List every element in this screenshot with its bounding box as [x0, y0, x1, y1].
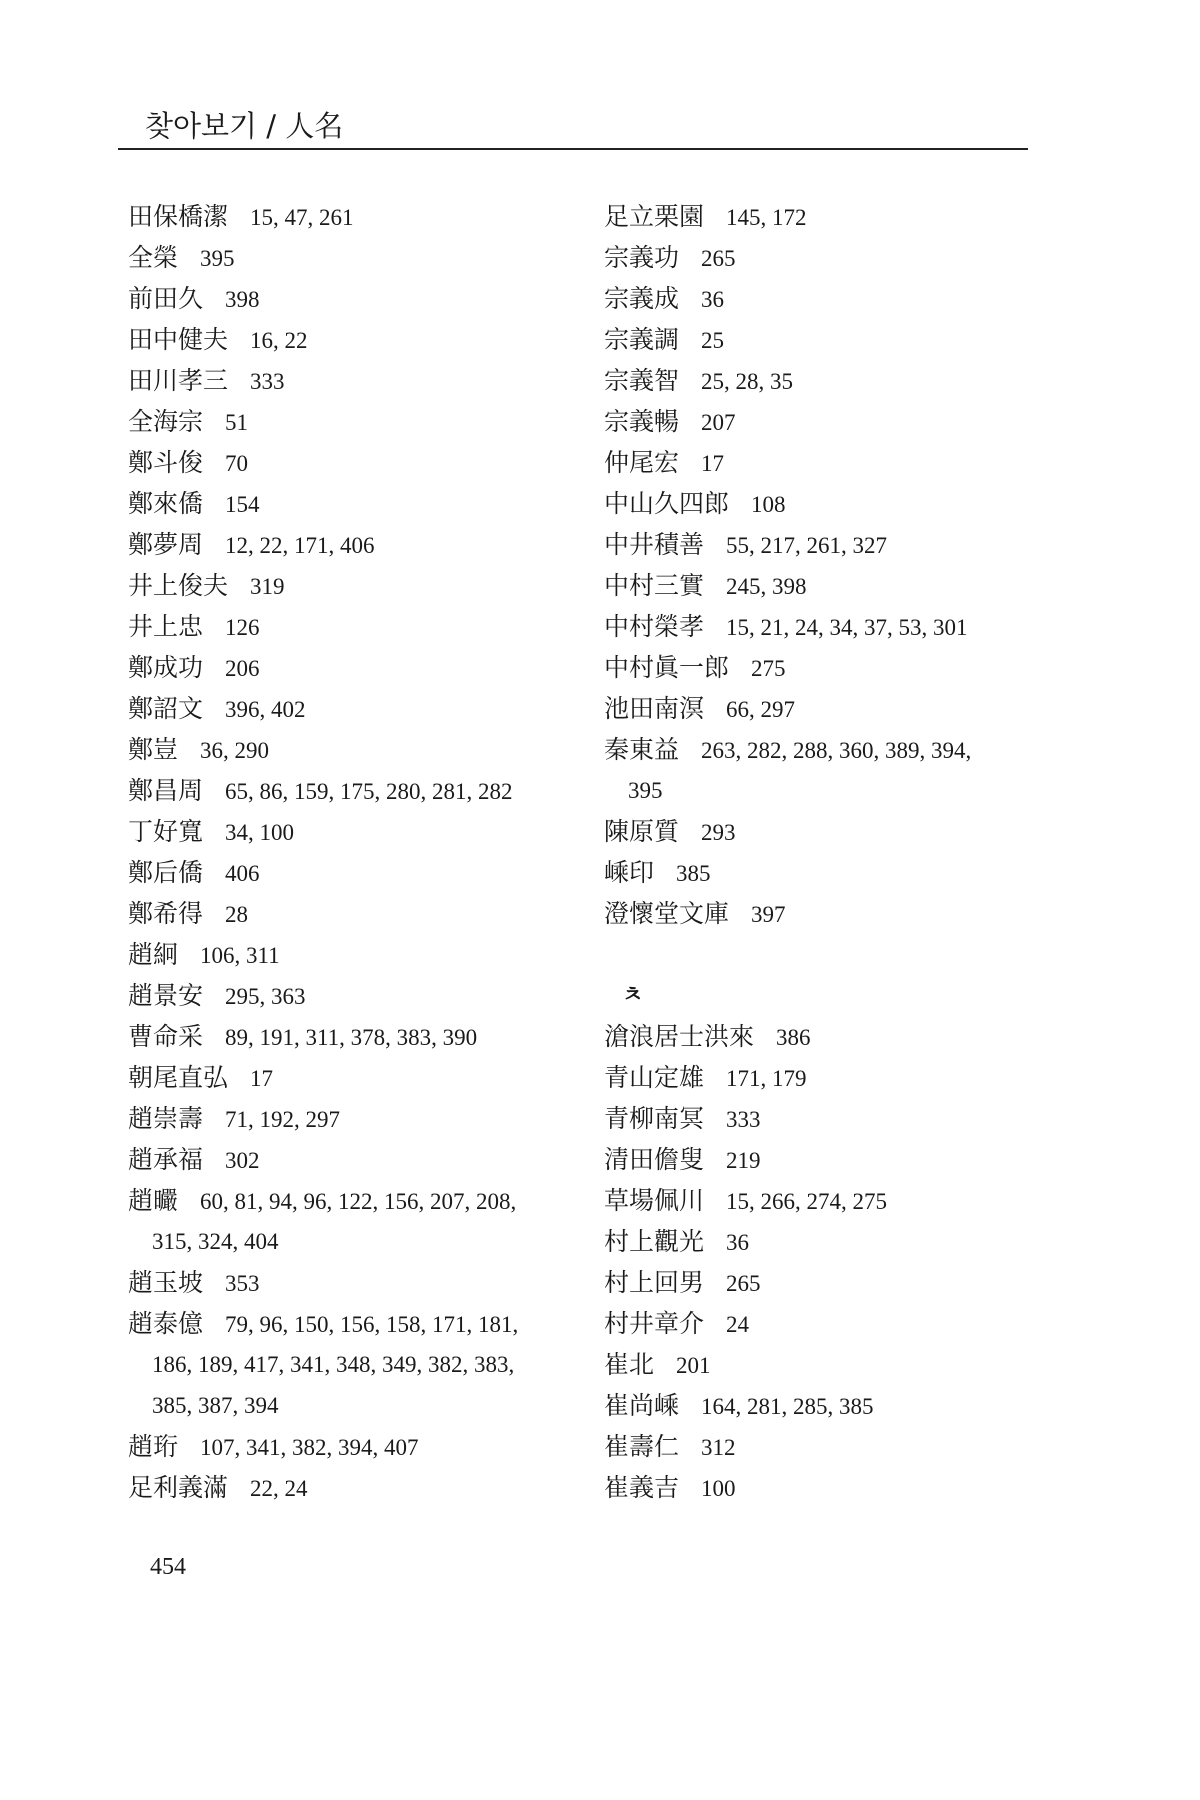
entry-name: 趙珩	[128, 1432, 179, 1461]
entry-pages: 164, 281, 285, 385	[701, 1394, 874, 1419]
entry-name: 青柳南冥	[604, 1104, 705, 1133]
entry-pages: 396, 402	[225, 697, 306, 722]
entry-name: 青山定雄	[604, 1063, 705, 1092]
entry-name: 草場佩川	[604, 1186, 705, 1215]
index-entry	[604, 729, 1044, 770]
entry-pages: 55, 217, 261, 327	[726, 533, 888, 558]
entry-name: 鄭詔文	[128, 694, 204, 723]
index-entry	[128, 1057, 588, 1098]
entry-pages: 126	[225, 615, 260, 640]
header-rule	[118, 148, 1028, 150]
index-entry	[128, 1098, 588, 1139]
index-entry	[604, 319, 1044, 360]
entry-name: 鄭昌周	[128, 776, 204, 805]
entry-pages: 17	[250, 1066, 274, 1091]
entry-name: 中山久四郎	[604, 489, 730, 518]
index-entry	[604, 1426, 1044, 1467]
index-entry	[128, 442, 588, 483]
entry-name: 曹命采	[128, 1022, 204, 1051]
index-entry	[604, 565, 1044, 606]
index-entry	[604, 647, 1044, 688]
entry-pages: 353	[225, 1271, 260, 1296]
index-entry	[128, 852, 588, 893]
index-entry	[604, 1180, 1044, 1221]
index-entry	[604, 606, 1044, 647]
entry-pages: 171, 179	[726, 1066, 807, 1091]
index-entry	[604, 893, 1044, 934]
entry-pages-continued: 315, 324, 404	[152, 1229, 279, 1254]
index-entry	[128, 606, 588, 647]
index-entry	[604, 852, 1044, 893]
index-entry	[604, 1221, 1044, 1262]
index-entry	[128, 770, 588, 811]
entry-pages: 293	[701, 820, 736, 845]
entry-pages: 28	[225, 902, 249, 927]
index-entry	[128, 975, 588, 1016]
entry-name: 崔義吉	[604, 1473, 680, 1502]
index-entry	[604, 278, 1044, 319]
index-column-right	[604, 196, 1044, 1508]
entry-pages-continued: 186, 189, 417, 341, 348, 349, 382, 383,	[152, 1352, 515, 1377]
entry-pages-continued: 395	[628, 778, 663, 803]
entry-name: 宗義調	[604, 325, 680, 354]
index-entry	[128, 360, 588, 401]
entry-name: 趙泰億	[128, 1309, 204, 1338]
index-entry	[604, 1016, 1044, 1057]
index-entry	[128, 647, 588, 688]
entry-pages: 16, 22	[250, 328, 308, 353]
index-entry	[604, 401, 1044, 442]
entry-pages-continued: 385, 387, 394	[152, 1393, 279, 1418]
entry-name: 鄭成功	[128, 653, 204, 682]
entry-name: 足利義滿	[128, 1473, 229, 1502]
entry-pages: 319	[250, 574, 285, 599]
index-entry	[128, 1467, 588, 1508]
index-entry	[128, 1016, 588, 1057]
entry-pages: 333	[250, 369, 285, 394]
entry-name: 秦東益	[604, 735, 680, 764]
index-entry	[604, 811, 1044, 852]
index-entry	[604, 360, 1044, 401]
index-entry	[128, 319, 588, 360]
entry-pages: 70	[225, 451, 249, 476]
entry-name: 田川孝三	[128, 366, 229, 395]
entry-name: 鄭后僑	[128, 858, 204, 887]
entry-pages: 15, 266, 274, 275	[726, 1189, 888, 1214]
entry-name: 滄浪居士洪來	[604, 1022, 755, 1051]
entry-pages: 60, 81, 94, 96, 122, 156, 207, 208,	[200, 1189, 517, 1214]
index-entry	[604, 1385, 1044, 1426]
entry-name: 鄭豈	[128, 735, 179, 764]
entry-pages: 245, 398	[726, 574, 807, 599]
entry-name: 池田南溟	[604, 694, 705, 723]
entry-name: 全海宗	[128, 407, 204, 436]
entry-name: 鄭夢周	[128, 530, 204, 559]
entry-name: 井上俊夫	[128, 571, 229, 600]
index-entry	[128, 893, 588, 934]
index-entry	[128, 278, 588, 319]
entry-pages: 24	[726, 1312, 750, 1337]
entry-pages: 333	[726, 1107, 761, 1132]
entry-pages: 398	[225, 287, 260, 312]
entry-name: 仲尾宏	[604, 448, 680, 477]
entry-name: 鄭斗俊	[128, 448, 204, 477]
entry-name: 中村眞一郎	[604, 653, 730, 682]
entry-pages: 65, 86, 159, 175, 280, 281, 282	[225, 779, 513, 804]
entry-name: 趙玉坡	[128, 1268, 204, 1297]
index-entry	[128, 565, 588, 606]
entry-name: 崔壽仁	[604, 1432, 680, 1461]
entry-name: 中村榮孝	[604, 612, 705, 641]
entry-name: 崔北	[604, 1350, 655, 1379]
index-entry	[128, 1426, 588, 1467]
entry-pages: 108	[751, 492, 786, 517]
entry-pages: 71, 192, 297	[225, 1107, 341, 1132]
entry-name: 趙絅	[128, 940, 179, 969]
entry-pages: 17	[701, 451, 725, 476]
index-entry	[128, 688, 588, 729]
entry-pages: 295, 363	[225, 984, 306, 1009]
index-entry	[128, 196, 588, 237]
index-entry	[128, 1262, 588, 1303]
entry-pages: 145, 172	[726, 205, 807, 230]
index-entry	[604, 688, 1044, 729]
entry-name: 中井積善	[604, 530, 705, 559]
entry-pages: 100	[701, 1476, 736, 1501]
entry-name: 崔尚嵊	[604, 1391, 680, 1420]
index-entry	[128, 729, 588, 770]
index-entry	[128, 934, 588, 975]
index-entry	[604, 524, 1044, 565]
index-group-before-section	[604, 196, 1044, 934]
entry-name: 趙景安	[128, 981, 204, 1010]
entry-name: 宗義暢	[604, 407, 680, 436]
entry-name: 宗義智	[604, 366, 680, 395]
entry-name: 中村三實	[604, 571, 705, 600]
entry-name: 嵊印	[604, 858, 655, 887]
entry-pages: 302	[225, 1148, 260, 1173]
running-header: 찾아보기 / 人名	[145, 109, 344, 143]
entry-name: 清田儋叟	[604, 1145, 705, 1174]
entry-name: 井上忠	[128, 612, 204, 641]
entry-pages: 107, 341, 382, 394, 407	[200, 1435, 419, 1460]
entry-pages: 263, 282, 288, 360, 389, 394,	[701, 738, 972, 763]
entry-pages: 154	[225, 492, 260, 517]
entry-name: 前田久	[128, 284, 204, 313]
index-entry	[128, 1139, 588, 1180]
index-group-after-section	[604, 1016, 1044, 1508]
entry-pages: 397	[751, 902, 786, 927]
index-entry	[604, 483, 1044, 524]
index-entry	[604, 1139, 1044, 1180]
index-entry	[128, 483, 588, 524]
entry-name: 鄭希得	[128, 899, 204, 928]
index-entry	[604, 1057, 1044, 1098]
entry-pages: 51	[225, 410, 249, 435]
entry-pages: 89, 191, 311, 378, 383, 390	[225, 1025, 478, 1050]
entry-pages: 66, 297	[726, 697, 796, 722]
entry-pages: 22, 24	[250, 1476, 308, 1501]
entry-name: 趙崇壽	[128, 1104, 204, 1133]
entry-pages: 201	[676, 1353, 711, 1378]
index-entry	[604, 442, 1044, 483]
index-entry	[128, 1303, 588, 1344]
entry-name: 足立栗園	[604, 202, 705, 231]
entry-name: 丁好寬	[128, 817, 204, 846]
entry-pages: 385	[676, 861, 711, 886]
index-entry	[604, 1344, 1044, 1385]
entry-name: 趙承福	[128, 1145, 204, 1174]
entry-pages: 106, 311	[200, 943, 280, 968]
index-entry	[604, 1303, 1044, 1344]
entry-name: 澄懷堂文庫	[604, 899, 730, 928]
index-entry	[128, 401, 588, 442]
index-entry	[604, 237, 1044, 278]
entry-name: 趙曮	[128, 1186, 179, 1215]
entry-pages: 36	[701, 287, 725, 312]
entry-name: 宗義成	[604, 284, 680, 313]
entry-pages: 25	[701, 328, 725, 353]
entry-name: 村上觀光	[604, 1227, 705, 1256]
entry-pages: 12, 22, 171, 406	[225, 533, 375, 558]
entry-name: 鄭來僑	[128, 489, 204, 518]
index-entry	[128, 237, 588, 278]
entry-name: 朝尾直弘	[128, 1063, 229, 1092]
entry-pages: 275	[751, 656, 786, 681]
entry-pages: 265	[726, 1271, 761, 1296]
entry-name: 村上回男	[604, 1268, 705, 1297]
entry-name: 田保橋潔	[128, 202, 229, 231]
index-entry	[604, 1098, 1044, 1139]
index-entry	[604, 196, 1044, 237]
index-entry	[128, 524, 588, 565]
entry-pages: 15, 47, 261	[250, 205, 354, 230]
index-entry	[128, 1180, 588, 1221]
entry-name: 陳原質	[604, 817, 680, 846]
index-column-left	[128, 196, 588, 1508]
index-entry	[604, 1262, 1044, 1303]
entry-name: 宗義功	[604, 243, 680, 272]
entry-pages: 386	[776, 1025, 811, 1050]
index-entry	[128, 811, 588, 852]
index-entry	[604, 1467, 1044, 1508]
entry-pages: 312	[701, 1435, 736, 1460]
entry-pages: 34, 100	[225, 820, 295, 845]
section-gap	[604, 934, 1044, 975]
entry-pages: 406	[225, 861, 260, 886]
entry-pages: 36	[726, 1230, 750, 1255]
entry-pages: 395	[200, 246, 235, 271]
entry-pages: 79, 96, 150, 156, 158, 171, 181,	[225, 1312, 519, 1337]
entry-pages: 219	[726, 1148, 761, 1173]
entry-name: 田中健夫	[128, 325, 229, 354]
page-number: 454	[150, 1554, 186, 1580]
entry-pages: 25, 28, 35	[701, 369, 794, 394]
entry-name: 村井章介	[604, 1309, 705, 1338]
entry-pages: 15, 21, 24, 34, 37, 53, 301	[726, 615, 968, 640]
entry-pages: 207	[701, 410, 736, 435]
entry-pages: 36, 290	[200, 738, 270, 763]
entry-name: 全榮	[128, 243, 179, 272]
entry-pages: 206	[225, 656, 260, 681]
entry-pages: 265	[701, 246, 736, 271]
section-heading: ㅊ	[622, 983, 644, 1008]
